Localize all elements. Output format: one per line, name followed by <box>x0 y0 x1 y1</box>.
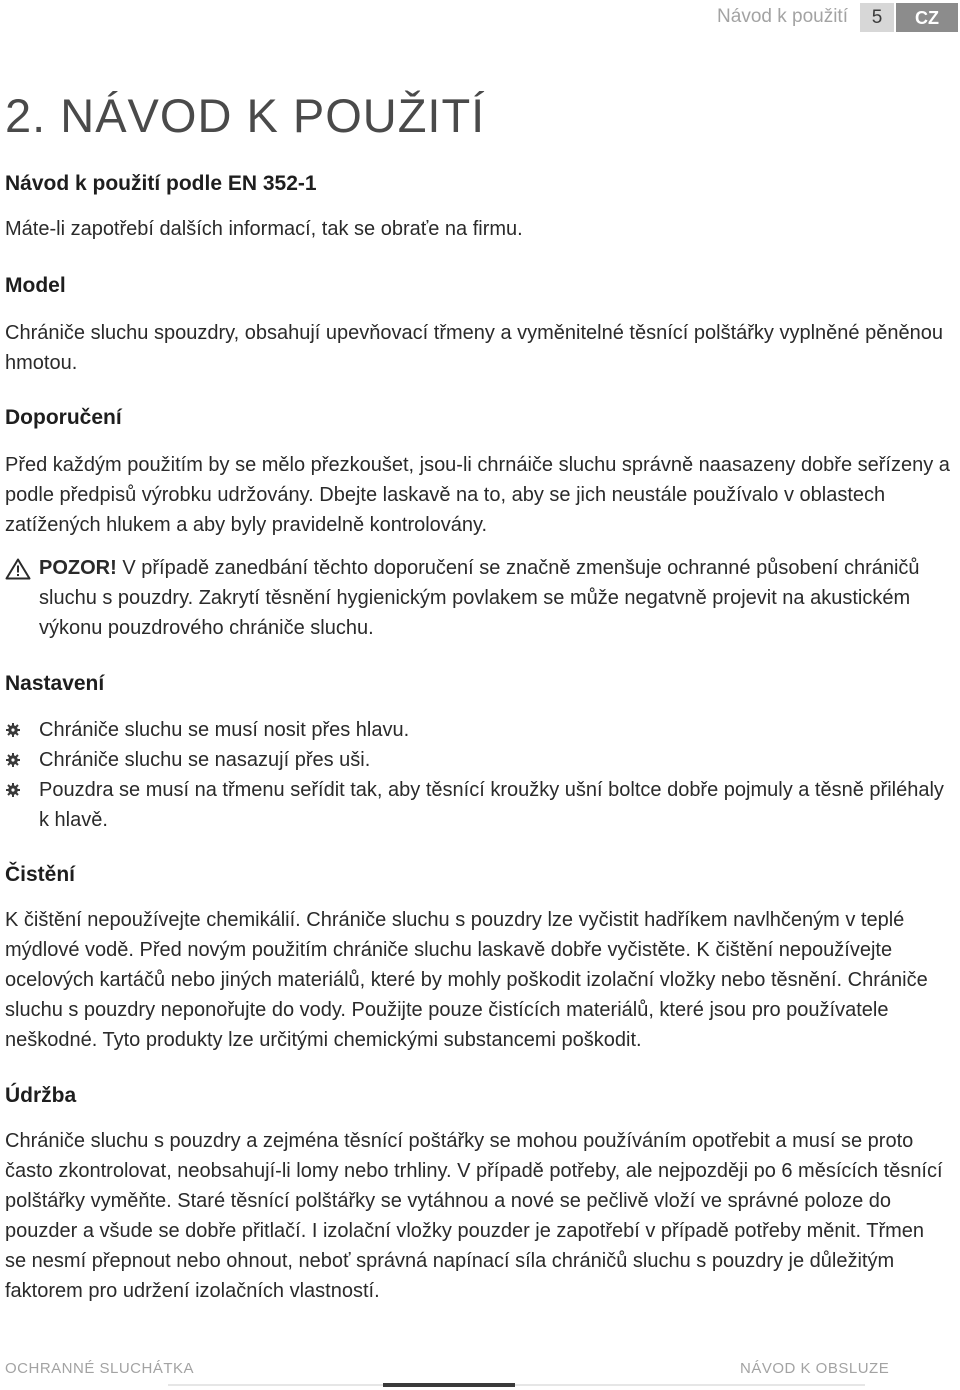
maintenance-heading: Údržba <box>5 1084 77 1107</box>
warning-triangle-icon <box>5 558 31 580</box>
gear-bullet-icon <box>6 783 20 797</box>
warning-block <box>5 553 950 643</box>
intro-subtitle: Návod k použití podle EN 352-1 <box>5 172 317 195</box>
recommendation-text: Před každým použitím by se mělo přezkoušet, jsou-li chrnáiče sluchu správně naasazeny dobře seřízeny a podle předpisů výrobku udržovány. Dbejte laskavě na to, aby se jich neustále používalo v oblastech zatížených hlukem a aby byly pravidelně kontrolovány. <box>5 454 950 536</box>
recommendation-heading: Doporučení <box>5 406 122 429</box>
setup-list <box>5 715 950 835</box>
list-item-text: Chrániče sluchu se nasazují přes uši. <box>39 749 371 771</box>
page-number: 5 <box>860 3 894 32</box>
warning-label: POZOR! <box>39 557 117 579</box>
list-item-text: Pouzdra se musí na třmenu seřídit tak, aby těsnící kroužky ušní boltce dobře pojmuly a těsně přiléhaly k hlavě. <box>39 779 944 831</box>
footer-page-marker <box>383 1383 515 1387</box>
model-text: Chrániče sluchu spouzdry, obsahují upevňovací třmeny a vyměnitelné těsnící polštářky vyplněné pěněnou hmotou. <box>5 322 943 374</box>
maintenance-text: Chrániče sluchu s pouzdry a zejména těsnící poštářky se mohou používáním opotřebit a musí se proto často zkontrolovat, neobsahují-li lomy nebo trhliny. V případě potřeby, ale nejpozději po 6 měsících těsnící polštářky vyměňte. Staré těsnící polštářky se vytáhnou a nové se pečlivě vloží ve správné poloze do pouzder a všude se dobře přitlačí. I izolační vložky pouzder je zapotřebí v případě potřeby měnit. Třmen se nesmí přepnout nebo ohnout, neboť správná napínací síla chráničů sluchu s pouzdry je důležitým faktorem pro udržení izolačních vlastností. <box>5 1130 943 1302</box>
list-item <box>5 775 950 835</box>
header-title: Návod k použití <box>717 6 848 27</box>
list-item <box>5 715 950 745</box>
cleaning-text: K čištění nepoužívejte chemikálií. Chrániče sluchu s pouzdry lze vyčistit hadříkem navlhčeným v teplé mýdlové vodě. Před novým použitím chrániče sluchu laskavě dobře vyčistěte. K čištění nepoužívejte ocelových kartáčů nebo jiných materiálů, které by mohly poškodit izolační vložky nebo těsnění. Chrániče sluchu s pouzdry neponořujte do vody. Použijte pouze čistících materiálů, které jsou pro používatele neškodné. Tyto produkty lze určitými chemickými substancemi poškodit. <box>5 909 928 1051</box>
intro-text: Máte-li zapotřebí dalších informací, tak se obraťe na firmu. <box>5 218 523 240</box>
footer-product-name: OCHRANNÉ SLUCHÁTKA <box>5 1360 195 1377</box>
footer-divider <box>168 1384 865 1386</box>
warning-text <box>39 553 950 643</box>
list-item <box>5 745 950 775</box>
language-badge: CZ <box>896 3 958 32</box>
gear-bullet-icon <box>6 753 20 767</box>
page-title: 2. NÁVOD K POUŽITÍ <box>5 89 486 142</box>
list-item-text: Chrániče sluchu se musí nosit přes hlavu. <box>39 719 410 741</box>
cleaning-heading: Čistění <box>5 863 76 886</box>
gear-bullet-icon <box>6 723 20 737</box>
warning-body: V případě zanedbání těchto doporučení se značně zmenšuje ochranné působení chráničů sluchu s pouzdry. Zakrytí těsnění hygienickým povlakem se může negatvně projevit na akustickém výkonu pouzdrového chrániče sluchu. <box>39 557 920 639</box>
footer-doc-type: NÁVOD K OBSLUZE <box>740 1360 890 1377</box>
model-heading: Model <box>5 274 66 297</box>
setup-heading: Nastavení <box>5 672 105 695</box>
